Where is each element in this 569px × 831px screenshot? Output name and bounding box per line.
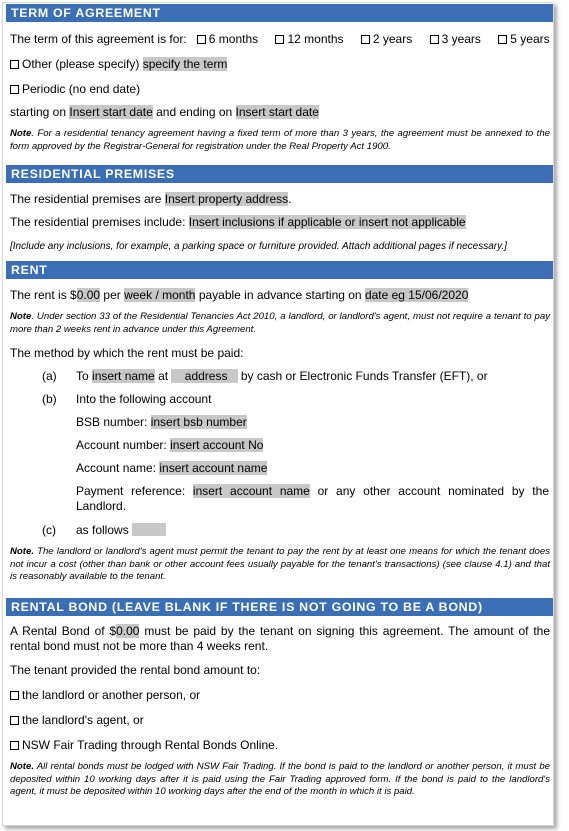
rent-amount-field[interactable]: 0.00	[76, 288, 101, 302]
term-heading: TERM OF AGREEMENT	[6, 4, 553, 22]
bond-note	[10, 761, 550, 799]
term-other-field[interactable]: specify the term	[142, 57, 228, 71]
checkbox[interactable]	[10, 691, 19, 700]
premises-hint: [Include any inclusions, for example, a parking space or furniture provided. Attach additional pages if necessary.]	[10, 241, 507, 252]
note-text: All rental bonds must be lodged with NSW Fair Trading. If the bond is paid to the landlord or another person, it must be deposited within 10 working days after it is paid using the Fair Trading approved form. If the bond is paid to the landlord's agent, it must be deposited within 10 working days after the end of the month in which it is paid.	[10, 761, 550, 797]
payee-address-field[interactable]: address	[171, 369, 237, 383]
note-text: . Under section 33 of the Residential Tenancies Act 2010, a landlord, or landlord's agent, must not require a tenant to pay more than 2 weeks rent in advance under this Agreement.	[10, 311, 550, 335]
checkbox[interactable]	[197, 35, 206, 44]
rent-amount-line: The rent is $0.00 per week / month payable in advance starting on date eg 15/06/2020	[10, 288, 469, 302]
start-date-field[interactable]: Insert start date	[69, 105, 153, 119]
method-c-line: as follows	[76, 523, 166, 538]
term-option-12-months[interactable]: 12 months	[275, 32, 343, 47]
premises-label: The residential premises are	[10, 192, 162, 206]
bond-heading: RENTAL BOND (LEAVE BLANK IF THERE IS NOT GOING TO BE A BOND)	[6, 598, 553, 616]
note-label: Note	[10, 311, 32, 322]
bond-amount-field[interactable]: 0.00	[116, 624, 140, 638]
term-options-line	[10, 32, 550, 47]
property-address-field[interactable]: Insert property address	[164, 192, 289, 206]
document-page	[2, 2, 554, 826]
note-label: Note.	[10, 761, 34, 772]
bond-option-agent[interactable]: the landlord's agent, or	[10, 713, 144, 728]
rent-method-intro: The method by which the rent must be paid:	[10, 346, 244, 360]
rent-heading: RENT	[6, 261, 553, 279]
bond-provided: The tenant provided the rental bond amount to:	[10, 663, 261, 677]
note-label: Note	[10, 128, 32, 139]
account-name-field[interactable]: insert account name	[159, 461, 268, 475]
premises-heading: RESIDENTIAL PREMISES	[6, 165, 553, 183]
bsb-field[interactable]: insert bsb number	[150, 415, 247, 429]
rent-period-field[interactable]: week / month	[124, 288, 196, 302]
rent-prefix: The rent is $	[10, 288, 77, 302]
rent-note-2	[10, 546, 550, 584]
checkbox[interactable]	[430, 35, 439, 44]
term-option-2-years[interactable]: 2 years	[361, 32, 412, 47]
term-option-6-months[interactable]: 6 months	[197, 32, 258, 47]
end-prefix: and ending on	[156, 105, 233, 119]
premises-include-label: The residential premises include:	[10, 215, 186, 229]
term-other-line	[10, 57, 227, 72]
term-option-3-years[interactable]: 3 years	[430, 32, 481, 47]
bsb-line: BSB number: insert bsb number	[76, 415, 247, 429]
note-label: Note.	[10, 546, 34, 557]
method-c-marker: (c)	[42, 523, 56, 537]
bond-option-landlord[interactable]: the landlord or another person, or	[10, 688, 200, 703]
account-number-field[interactable]: insert account No	[170, 438, 264, 452]
term-periodic-line	[10, 82, 140, 97]
checkbox[interactable]	[275, 35, 284, 44]
start-prefix: starting on	[10, 105, 67, 119]
premises-include-line	[10, 215, 466, 230]
note-text: . For a residential tenancy agreement having a fixed term of more than 3 years, the agreement must be annexed to the form approved by the Registrar-General for registration under the Real Property Act 1900.	[10, 128, 550, 152]
method-a-marker: (a)	[42, 369, 57, 383]
term-periodic-checkbox[interactable]	[10, 85, 19, 94]
checkbox[interactable]	[498, 35, 507, 44]
term-note	[10, 128, 550, 153]
inclusions-field[interactable]: Insert inclusions if applicable or insert not applicable	[188, 215, 466, 229]
method-b-marker: (b)	[42, 392, 57, 406]
method-a-line: To insert name at address by cash or Electronic Funds Transfer (EFT), or	[76, 369, 488, 383]
premises-address-line: The residential premises are Insert property address.	[10, 192, 292, 206]
bond-option-fair-trading[interactable]: NSW Fair Trading through Rental Bonds Online.	[10, 738, 278, 753]
checkbox[interactable]	[10, 716, 19, 725]
term-other-label: Other (please specify)	[22, 57, 140, 71]
rent-start-date-field[interactable]: date eg 15/06/2020	[364, 288, 469, 302]
payment-reference-field[interactable]: insert account name	[192, 484, 310, 498]
term-option-5-years[interactable]: 5 years	[498, 32, 549, 47]
checkbox[interactable]	[10, 741, 19, 750]
checkbox[interactable]	[361, 35, 370, 44]
end-date-field[interactable]: Insert start date	[235, 105, 319, 119]
account-number-line: Account number: insert account No	[76, 438, 264, 452]
rent-note	[10, 311, 550, 336]
note-text: The landlord or landlord's agent must permit the tenant to pay the rent by at least one means for which the tenant does not incur a cost (other than bank or other account fees usually payable for the tenant's transactions) (see clause 4.1) and that is reasonably available to the tenant.	[10, 546, 550, 582]
term-intro: The term of this agreement is for:	[10, 32, 187, 46]
method-c-field[interactable]	[132, 523, 166, 536]
term-other-checkbox[interactable]	[10, 60, 19, 69]
payee-name-field[interactable]: insert name	[92, 369, 155, 383]
bond-intro: A Rental Bond of $0.00 must be paid by the tenant on signing this agreement. The amount of the rental bond must not be more than 4 weeks rent.	[10, 624, 551, 653]
account-name-line: Account name: insert account name	[76, 461, 268, 475]
method-b-text: Into the following account	[76, 392, 212, 406]
term-periodic-label: Periodic (no end date)	[22, 82, 141, 96]
payment-reference-line: Payment reference: insert account name or any other account nominated by the Landlord.	[76, 484, 549, 513]
term-dates-line	[10, 105, 319, 120]
